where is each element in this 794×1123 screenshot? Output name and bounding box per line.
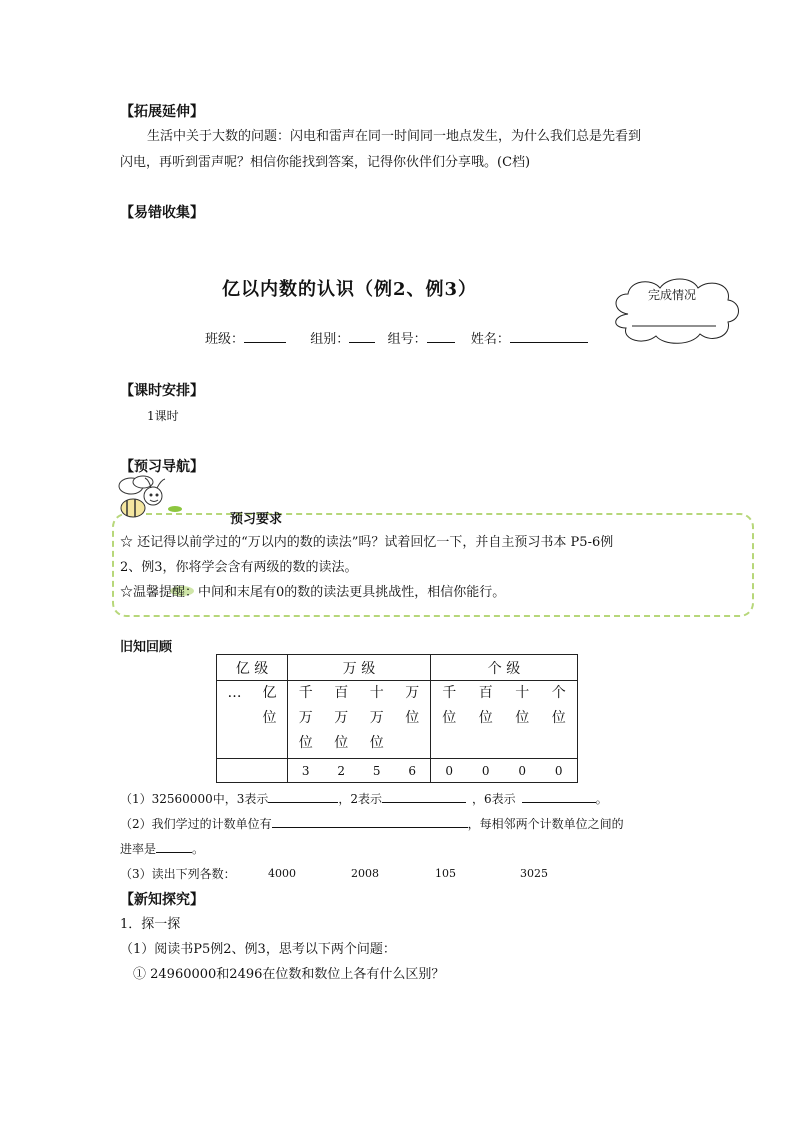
place-char: 位 — [262, 710, 277, 726]
wan-digit-cell — [288, 759, 431, 783]
answer-blank[interactable] — [522, 788, 596, 803]
place-char: 百 — [334, 685, 349, 701]
class-label: 班级： — [205, 332, 245, 347]
mistakes-heading: 【易错收集】 — [120, 205, 204, 221]
place-column — [405, 681, 419, 731]
digit: 0 — [481, 763, 490, 778]
place-char: 位 — [442, 710, 457, 726]
place-char: 千 — [442, 685, 457, 701]
place-char: 万 — [369, 710, 384, 726]
yi-place-cell — [217, 681, 288, 759]
group-no-label: 组号： — [387, 332, 427, 347]
q2-text: 。 — [192, 842, 205, 856]
place-char: 十 — [515, 685, 530, 701]
place-char: 百 — [478, 685, 493, 701]
lesson-title: 亿以内数的认识（例2、例3） — [222, 279, 478, 300]
wan-place-cell — [288, 681, 431, 759]
preview-heading: 【预习导航】 — [120, 459, 204, 475]
place-char: 位 — [369, 735, 384, 751]
place-char: 位 — [405, 710, 420, 726]
place-char: 亿 — [262, 685, 277, 701]
preview-line-3: ☆温馨提醒：中间和末尾有0的数的读法更具挑战性，相信你能行。 — [120, 585, 506, 600]
place-char: 位 — [515, 710, 530, 726]
place-char: 个 — [551, 685, 566, 701]
place-char: 位 — [334, 735, 349, 751]
q3-number: 105 — [435, 867, 456, 880]
q3-number: 3025 — [520, 867, 548, 880]
q3-number: 4000 — [268, 867, 296, 880]
ge-place-cell — [431, 681, 578, 759]
digit: 2 — [337, 763, 346, 778]
place-value-table — [216, 654, 578, 783]
place-char: 万 — [298, 710, 313, 726]
table-row — [217, 655, 578, 681]
place-column — [552, 681, 566, 731]
place-column — [263, 681, 277, 731]
digit: 0 — [518, 763, 527, 778]
review-heading: 旧知回顾 — [120, 640, 173, 655]
table-row — [217, 681, 578, 759]
schedule-text: 1课时 — [147, 409, 179, 423]
answer-blank[interactable] — [382, 788, 466, 803]
name-label: 姓名： — [470, 332, 510, 347]
place-char: 千 — [298, 685, 313, 701]
explore-question-1: ① 24960000和2496在位数和数位上各有什么区别？ — [133, 967, 445, 982]
place-char: … — [227, 685, 242, 701]
answer-blank[interactable] — [268, 788, 338, 803]
yi-group-header: 亿 级 — [217, 655, 288, 681]
extension-heading: 【拓展延伸】 — [120, 104, 204, 120]
place-column — [334, 681, 348, 756]
place-char: 十 — [369, 685, 384, 701]
bee-icon — [115, 474, 175, 524]
digit: 6 — [408, 763, 417, 778]
completion-cloud — [608, 274, 744, 348]
schedule-heading: 【课时安排】 — [120, 383, 204, 399]
extension-line-1: 生活中关于大数的问题：闪电和雷声在同一时间同一地点发生，为什么我们总是先看到 — [147, 129, 642, 144]
question-2-cont — [120, 837, 204, 861]
place-char: 万 — [334, 710, 349, 726]
q3-number: 2008 — [351, 867, 379, 880]
yi-digit-cell — [217, 759, 288, 783]
question-1 — [120, 787, 608, 811]
extension-line-2: 闪电，再听到雷声呢？相信你能找到答案，记得你伙伴们分享哦。(C档) — [120, 155, 531, 170]
place-column — [442, 681, 456, 731]
table-row — [217, 759, 578, 783]
place-char: 万 — [405, 685, 420, 701]
leaf-icon — [168, 506, 182, 512]
wan-group-header: 万 级 — [288, 655, 431, 681]
ge-digit-cell — [431, 759, 578, 783]
place-column — [299, 681, 313, 756]
place-char: 位 — [478, 710, 493, 726]
q1-text: （1）32560000中，3表示 — [120, 792, 269, 806]
preview-line-2: 2、例3，你将学会含有两级的数的读法。 — [120, 560, 358, 575]
name-blank[interactable] — [510, 328, 588, 343]
explore-heading: 【新知探究】 — [120, 892, 204, 908]
student-info-line — [205, 328, 588, 352]
q2-text: ，每相邻两个计数单位之间的 — [467, 817, 624, 831]
place-column — [370, 681, 384, 756]
bee-illustration — [115, 474, 175, 524]
preview-box-title: 预习要求 — [230, 512, 283, 527]
q1-text: ，2表示 — [338, 792, 382, 806]
place-char: 位 — [298, 735, 313, 751]
place-column — [228, 681, 242, 706]
q2-text: （2）我们学过的计数单位有 — [120, 817, 272, 831]
preview-line-1: ☆ 还记得以前学过的“万以内的数的读法”吗？试着回忆一下，并自主预习书本 P5-6例 — [120, 535, 614, 550]
class-blank[interactable] — [244, 328, 286, 343]
place-column — [479, 681, 493, 731]
q1-text: 。 — [595, 792, 608, 806]
digit: 5 — [372, 763, 381, 778]
explore-sub-1: （1）阅读书P5例2、例3，思考以下两个问题： — [120, 942, 396, 957]
question-3: （3）读出下列各数： — [120, 867, 236, 881]
q1-text: ，6表示 — [472, 792, 516, 806]
ge-group-header: 个 级 — [431, 655, 578, 681]
answer-blank[interactable] — [156, 838, 192, 853]
group-no-blank[interactable] — [427, 328, 455, 343]
digit: 3 — [301, 763, 310, 778]
place-column — [515, 681, 529, 731]
cloud-label: 完成情况 — [648, 288, 697, 302]
question-2 — [120, 812, 624, 836]
group-label: 组别： — [310, 332, 350, 347]
digit: 0 — [554, 763, 563, 778]
answer-blank[interactable] — [272, 813, 468, 828]
place-char: 位 — [551, 710, 566, 726]
q2-text: 进率是 — [120, 842, 157, 856]
digit: 0 — [445, 763, 454, 778]
explore-item-1: 1．探一探 — [120, 917, 181, 932]
group-blank[interactable] — [349, 328, 375, 343]
